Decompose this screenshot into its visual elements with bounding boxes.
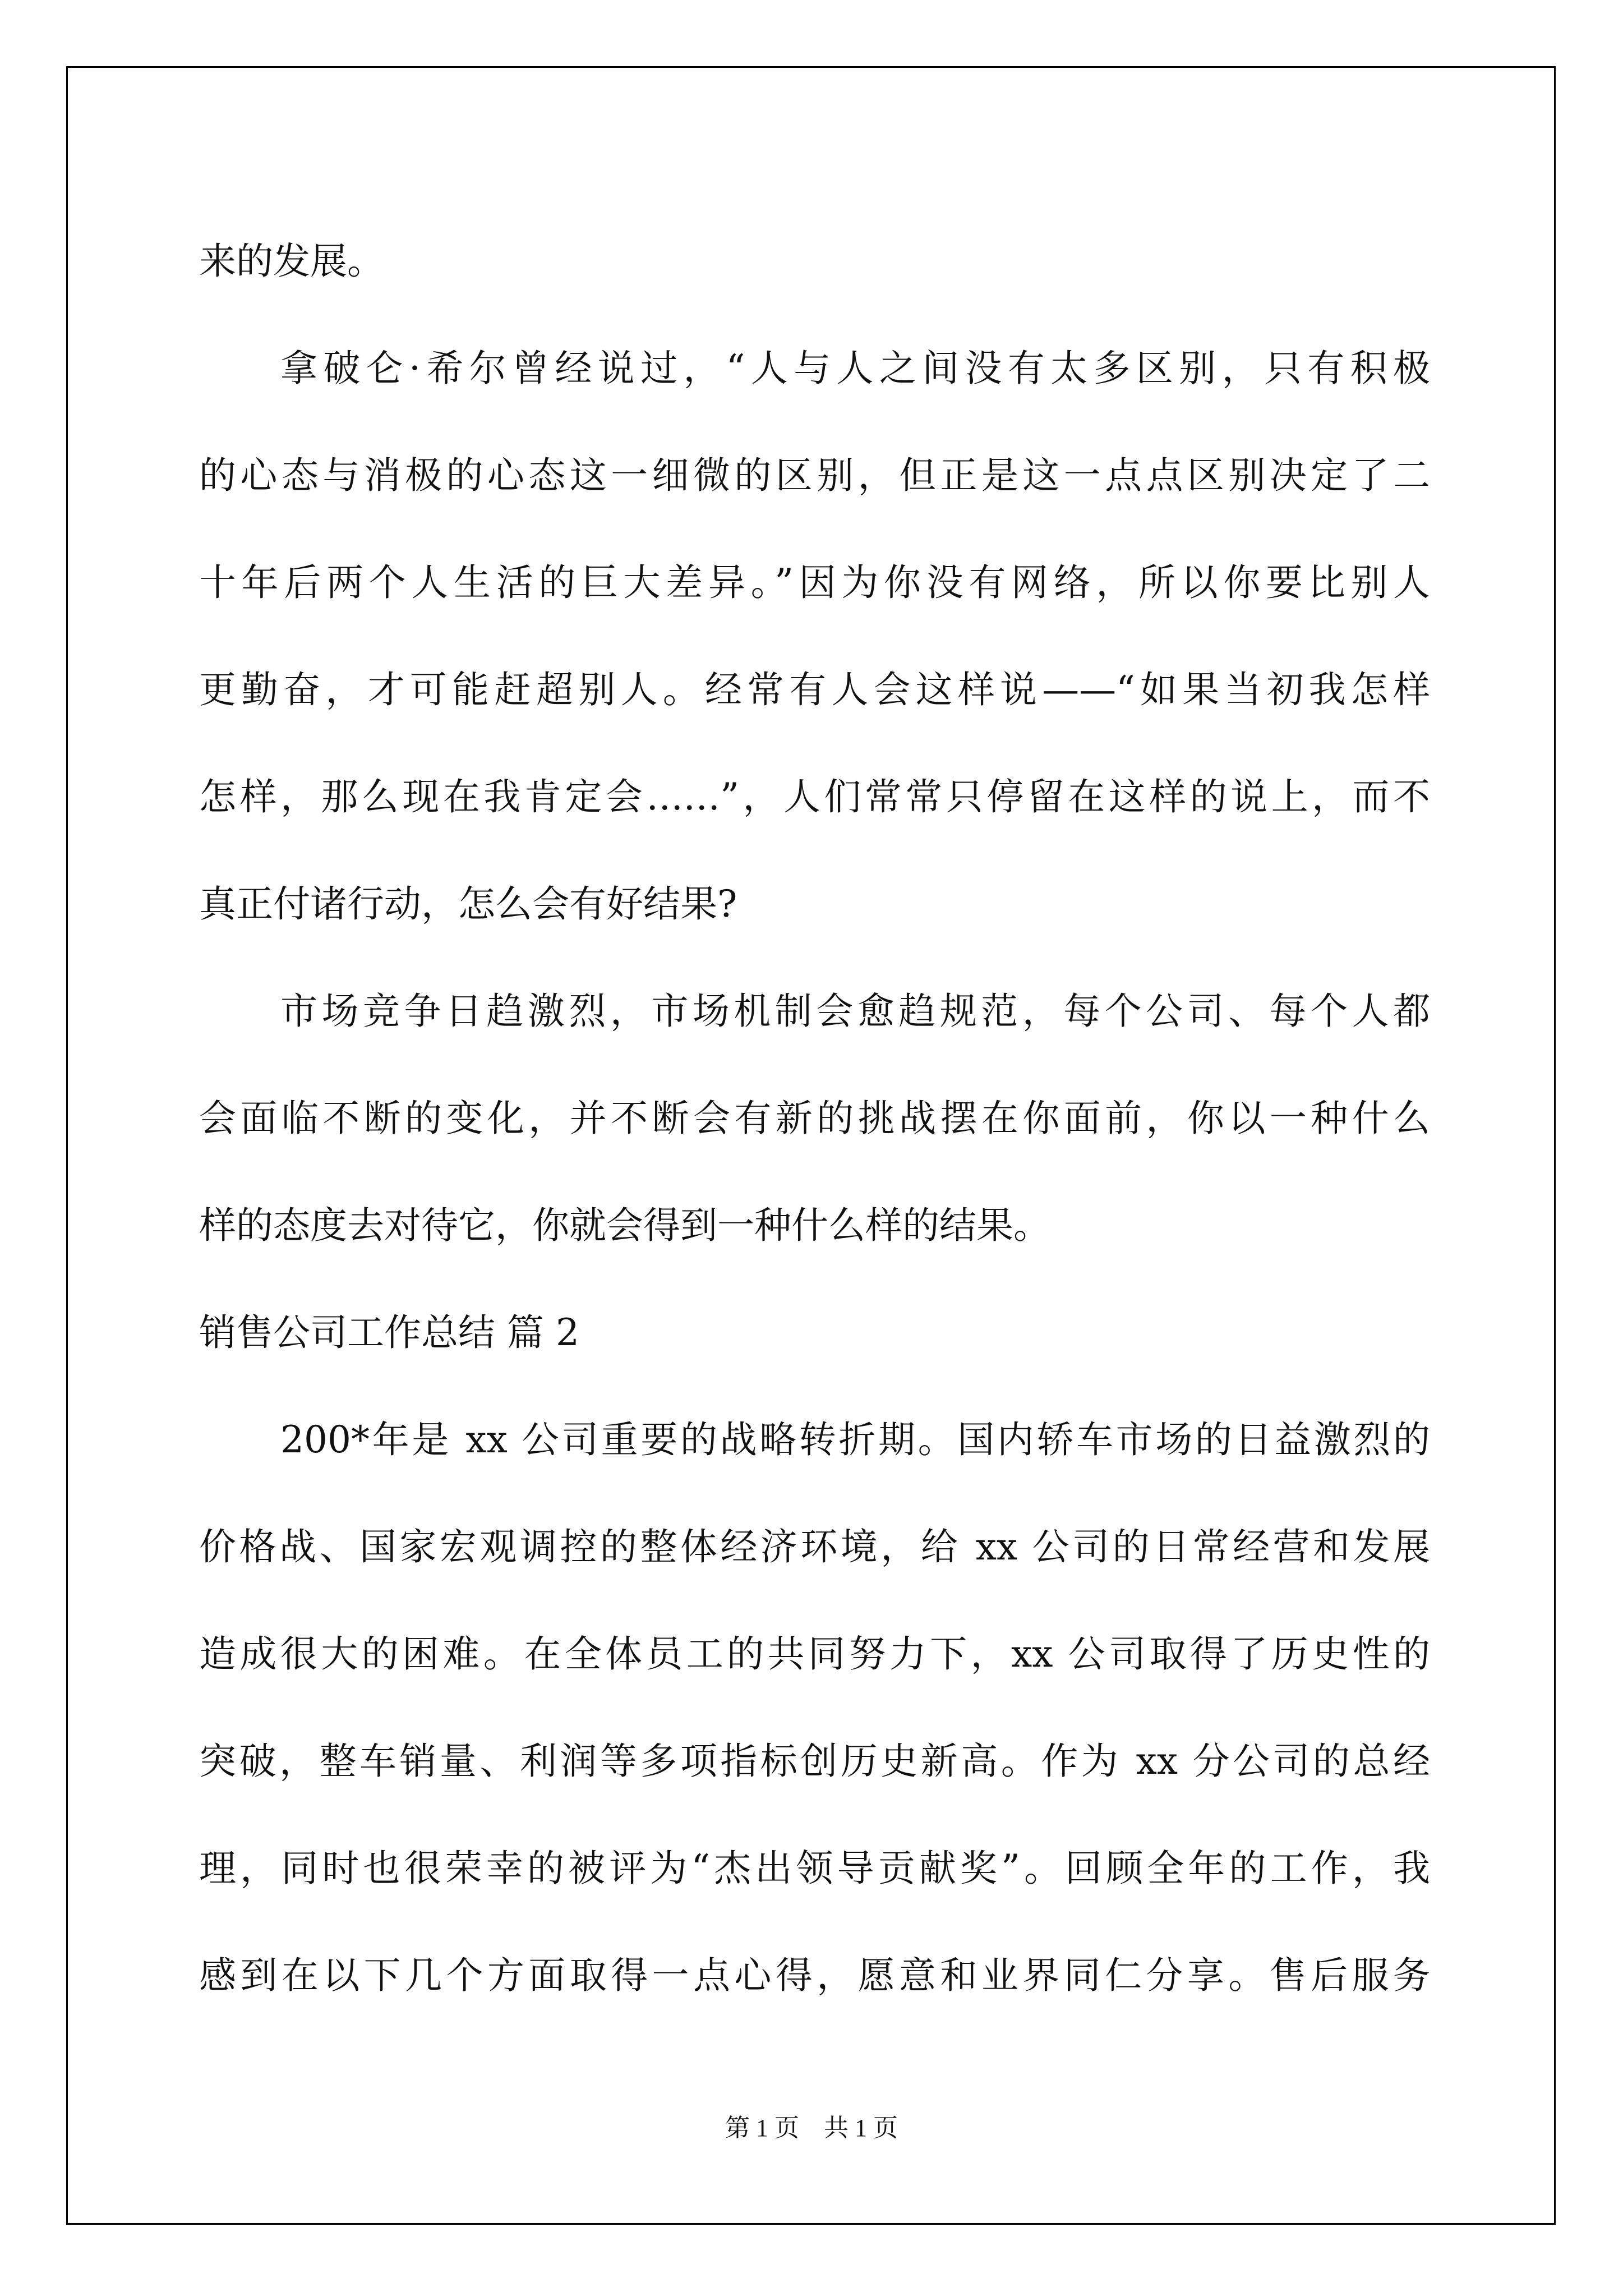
text-line: 市场竞争日趋激烈，市场机制会愈趋规范，每个公司、每个人都 <box>280 990 1430 1033</box>
text-line: 样的态度去对待它，你就会得到一种什么样的结果。 <box>199 1204 1050 1247</box>
text-line: 的心态与消极的心态这一细微的区别，但正是这一点点区别决定了二 <box>199 454 1430 497</box>
text-line: 更勤奋，才可能赶超别人。经常有人会这样说——“如果当初我怎样 <box>199 668 1430 711</box>
text-line: 会面临不断的变化，并不断会有新的挑战摆在你面前，你以一种什么 <box>199 1097 1430 1140</box>
paragraph <box>199 208 1430 315</box>
text-line: 真正付诸行动，怎么会有好结果? <box>199 882 737 926</box>
paragraph <box>199 958 1430 1279</box>
page-number-footer: 第 1 页 共 1 页 <box>725 2114 898 2142</box>
text-line: 感到在以下几个方面取得一点心得，愿意和业界同仁分享。售后服务 <box>199 1954 1430 1997</box>
paragraph <box>199 315 1430 958</box>
paragraph <box>199 1386 1430 2029</box>
text-line: 怎样，那么现在我肯定会……”，人们常常只停留在这样的说上，而不 <box>199 775 1430 818</box>
document-body <box>199 208 1430 2029</box>
text-line: 价格战、国家宏观调控的整体经济环境，给 xx 公司的日常经营和发展 <box>199 1525 1430 1568</box>
text-line: 来的发展。 <box>199 240 384 283</box>
section-heading: 销售公司工作总结 篇 2 <box>199 1311 579 1354</box>
text-line: 理，同时也很荣幸的被评为“杰出领导贡献奖”。回顾全年的工作，我 <box>199 1847 1430 1890</box>
text-line: 十年后两个人生活的巨大差异。”因为你没有网络，所以你要比别人 <box>199 561 1430 604</box>
text-line: 突破，整车销量、利润等多项指标创历史新高。作为 xx 分公司的总经 <box>199 1740 1430 1783</box>
text-line: 200*年是 xx 公司重要的战略转折期。国内轿车市场的日益激烈的 <box>280 1418 1430 1461</box>
text-line: 造成很大的困难。在全体员工的共同努力下，xx 公司取得了历史性的 <box>199 1632 1430 1676</box>
text-line: 拿破仑·希尔曾经说过，“人与人之间没有太多区别，只有积极 <box>280 347 1430 390</box>
